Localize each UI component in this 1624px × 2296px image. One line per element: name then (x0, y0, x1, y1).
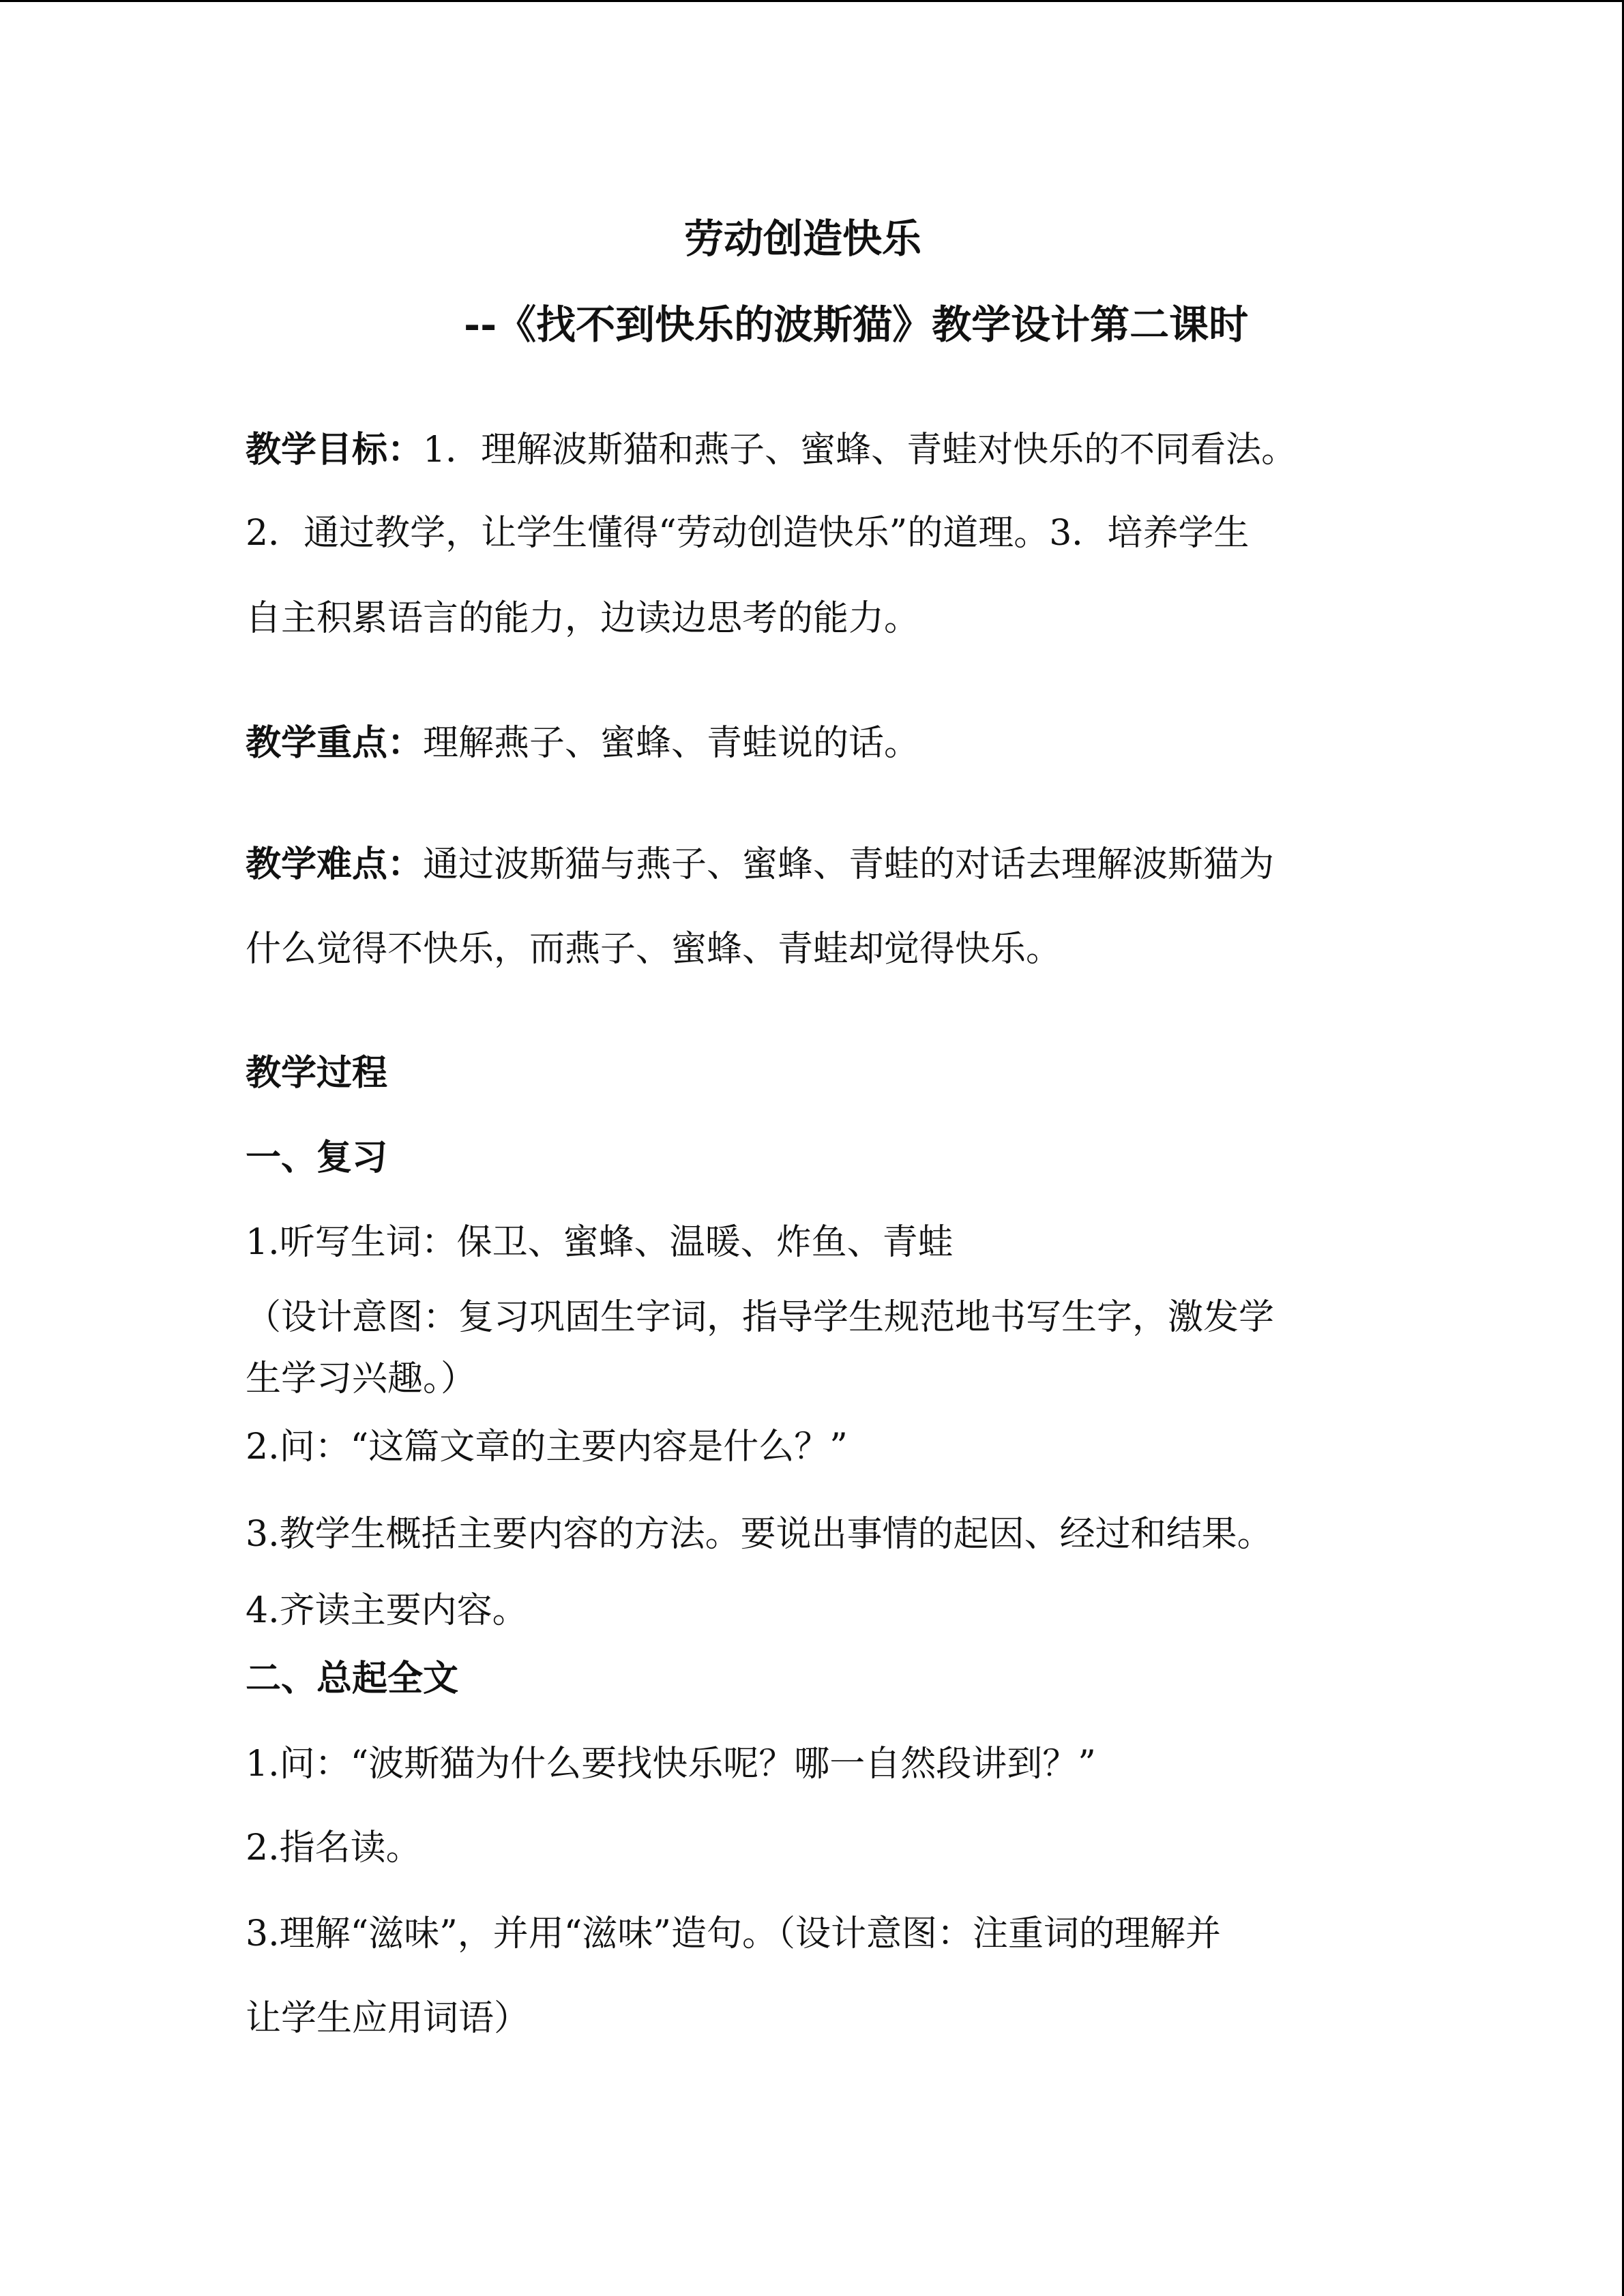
section-2-item-2: 2.指名读。 (246, 1828, 422, 1868)
section-1-item-3: 3.教学生概括主要内容的方法。要说出事情的起因、经过和结果。 (246, 1514, 1273, 1555)
section-2-item-1: 1.问：“波斯猫为什么要找快乐呢？哪一自然段讲到？” (246, 1744, 1096, 1785)
section-2-item-3: 3.理解“滋味”，并用“滋味”造句。（设计意图：注重词的理解并 (246, 1913, 1221, 1954)
difficulties-text-1: 通过波斯猫与燕子、蜜蜂、青蛙的对话去理解波斯猫为 (423, 844, 1275, 885)
objectives-label: 教学目标： (246, 429, 424, 471)
section-1-item-4: 4.齐读主要内容。 (246, 1590, 528, 1631)
difficulties-line-1 (246, 843, 1274, 886)
section-1-item-1: 1.听写生词：保卫、蜜蜂、温暖、炸鱼、青蛙 (246, 1222, 954, 1263)
document-title: 劳动创造快乐 (684, 215, 922, 262)
process-heading: 教学过程 (246, 1052, 388, 1094)
difficulties-line-2: 什么觉得不快乐，而燕子、蜜蜂、青蛙却觉得快乐。 (246, 929, 1062, 970)
section-1-note-1: （设计意图：复习巩固生字词，指导学生规范地书写生字，激发学 (246, 1297, 1275, 1338)
document-subtitle: --《找不到快乐的波斯猫》教学设计第二课时 (464, 301, 1249, 348)
objectives-line-1 (246, 428, 1297, 472)
key-points-text: 理解燕子、蜜蜂、青蛙说的话。 (423, 723, 920, 764)
key-points-label: 教学重点： (246, 722, 424, 764)
section-2-item-3-cont: 让学生应用词语） (246, 1998, 530, 2039)
section-1-note-2: 生学习兴趣。） (246, 1358, 477, 1399)
objectives-line-3: 自主积累语言的能力，边读边思考的能力。 (246, 598, 920, 639)
section-1-heading: 一、复习 (246, 1137, 388, 1178)
objectives-line-2: 2．通过教学，让学生懂得“劳动创造快乐”的道理。3．培养学生 (246, 513, 1250, 554)
objectives-text-1: 1．理解波斯猫和燕子、蜜蜂、青蛙对快乐的不同看法。 (423, 430, 1297, 471)
section-1-item-2: 2.问：“这篇文章的主要内容是什么？” (246, 1427, 848, 1467)
section-2-heading: 二、总起全文 (246, 1658, 459, 1699)
key-points-line (246, 721, 919, 765)
difficulties-label: 教学难点： (246, 844, 424, 885)
